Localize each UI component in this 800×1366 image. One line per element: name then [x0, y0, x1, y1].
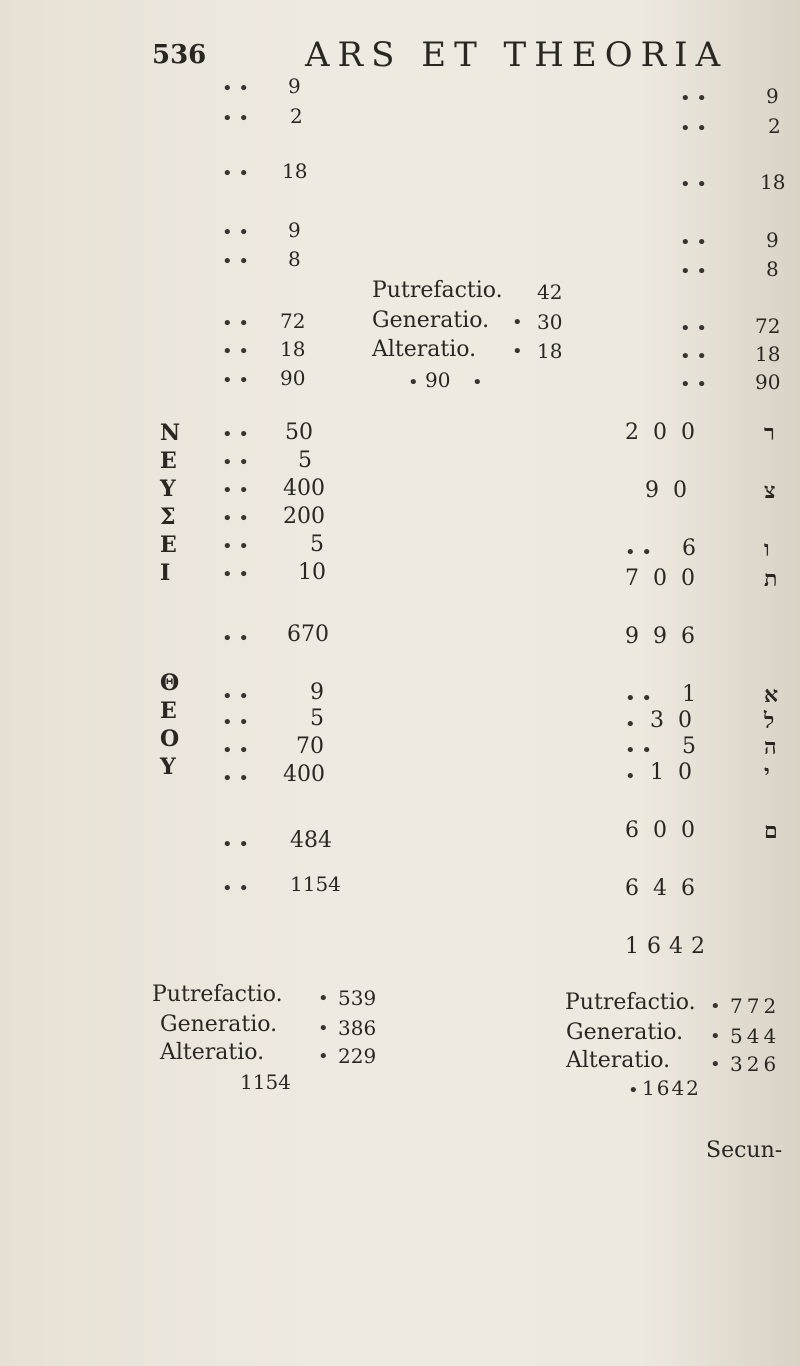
left-top-value: 90 — [280, 366, 306, 390]
dot-leader: • • — [222, 564, 249, 585]
dot-leader: • • — [222, 341, 249, 362]
left-top-value: 9 — [288, 218, 301, 242]
letter-value: 90 — [645, 478, 701, 503]
letter-value: 6 — [682, 536, 696, 561]
greek-letter: O — [160, 726, 180, 752]
dot-leader: • • — [222, 686, 249, 707]
dot-leader: • • — [680, 232, 707, 253]
dot-leader: • • — [222, 424, 249, 445]
middle-value: 42 — [537, 280, 563, 304]
letter-value: 5 — [310, 706, 324, 731]
letter-value: 700 — [625, 566, 709, 591]
letter-value: 30 — [650, 708, 706, 733]
dot-leader: • • — [680, 88, 707, 109]
letter-value: 9 — [310, 680, 324, 705]
right-top-value: 18 — [760, 170, 786, 194]
left-top-value: 9 — [288, 74, 301, 98]
page-number: 536 — [152, 40, 207, 70]
middle-value: 30 — [537, 310, 563, 334]
dot-leader: • • — [222, 370, 249, 391]
greek-letter: Y — [160, 476, 176, 502]
greek-letter: Θ — [160, 670, 180, 696]
dot-leader: • — [318, 988, 329, 1009]
dot-leader: • • — [222, 163, 249, 184]
dot-leader: • • — [625, 740, 652, 761]
dot-leader: • — [408, 372, 419, 393]
dot-leader: • — [628, 1080, 639, 1101]
letter-value: 1 — [682, 682, 696, 707]
bottom-right-value: 544 — [730, 1024, 781, 1048]
dot-leader: • • — [680, 374, 707, 395]
dot-leader: • — [710, 996, 721, 1017]
letter-value: 70 — [296, 734, 324, 759]
bottom-left-label: Alteratio. — [160, 1040, 265, 1065]
right-top-value: 18 — [755, 342, 781, 366]
hebrew-letter: א — [764, 682, 779, 708]
bottom-right-value: 772 — [730, 994, 781, 1018]
middle-label: Alteratio. — [372, 337, 477, 362]
bottom-left-label: Generatio. — [160, 1012, 278, 1037]
dot-leader: • — [710, 1054, 721, 1075]
dot-leader: • • — [222, 508, 249, 529]
letter-value: 5 — [298, 448, 312, 473]
dot-leader: • • — [680, 118, 707, 139]
dot-leader: • • — [222, 768, 249, 789]
dot-leader: • — [318, 1046, 329, 1067]
dot-leader: • — [512, 312, 523, 333]
hebrew-letter: ר — [764, 420, 775, 446]
middle-label: Putrefactio. — [372, 278, 503, 303]
greek-letter: I — [160, 560, 171, 586]
letter-value: 400 — [283, 476, 325, 501]
hebrew-letter: י — [764, 760, 770, 786]
dot-leader: • • — [222, 251, 249, 272]
left-top-value: 2 — [290, 104, 303, 128]
dot-leader: • — [710, 1026, 721, 1047]
dot-leader: • • — [625, 542, 652, 563]
letter-value: 50 — [285, 420, 313, 445]
letter-value: 600 — [625, 818, 709, 843]
letter-value: 400 — [283, 762, 325, 787]
greek-letter: Y — [160, 754, 176, 780]
greek-letter: E — [160, 532, 177, 558]
bottom-right-label: Alteratio. — [566, 1048, 671, 1073]
dot-leader: • • — [222, 222, 249, 243]
dot-leader: • • — [222, 878, 249, 899]
dot-leader: • — [318, 1018, 329, 1039]
word-sum: 670 — [287, 622, 329, 647]
left-top-value: 72 — [280, 309, 306, 333]
left-top-value: 18 — [280, 337, 306, 361]
letter-value: 200 — [625, 420, 709, 445]
hebrew-letter: ת — [764, 566, 778, 592]
word-sum: 484 — [290, 828, 332, 853]
right-top-value: 8 — [766, 257, 779, 281]
letter-value: 5 — [682, 734, 696, 759]
bottom-left-label: Putrefactio. — [152, 982, 283, 1007]
dot-leader: • — [472, 372, 483, 393]
greek-letter: E — [160, 698, 177, 724]
dot-leader: • • — [222, 712, 249, 733]
dot-leader: • • — [680, 346, 707, 367]
dot-leader: • • — [625, 688, 652, 709]
dot-leader: • • — [222, 740, 249, 761]
bottom-right-label: Generatio. — [566, 1020, 684, 1045]
right-top-value: 9 — [766, 228, 779, 252]
letter-value: 10 — [298, 560, 326, 585]
left-top-value: 18 — [282, 159, 308, 183]
bottom-right-value: 326 — [730, 1052, 781, 1076]
dot-leader: • • — [222, 834, 249, 855]
dot-leader: • • — [222, 108, 249, 129]
right-top-value: 2 — [768, 114, 781, 138]
greek-letter: E — [160, 448, 177, 474]
dot-leader: • • — [680, 318, 707, 339]
dot-leader: • • — [680, 174, 707, 195]
greek-letter: N — [160, 420, 181, 446]
bottom-right-label: Putrefactio. — [565, 990, 696, 1015]
middle-label: Generatio. — [372, 308, 490, 333]
dot-leader: • — [512, 341, 523, 362]
middle-value: 18 — [537, 339, 563, 363]
hebrew-letter: ה — [764, 734, 777, 760]
right-top-value: 90 — [755, 370, 781, 394]
bottom-left-value: 386 — [338, 1016, 377, 1040]
letter-value: 5 — [310, 532, 324, 557]
dot-leader: • • — [222, 78, 249, 99]
bottom-left-value: 229 — [338, 1044, 377, 1068]
letter-value: 200 — [283, 504, 325, 529]
greek-letter: Σ — [160, 504, 176, 530]
hebrew-letter: צ — [764, 478, 776, 504]
dot-leader: • • — [222, 452, 249, 473]
dot-leader: • — [625, 714, 636, 735]
bottom-left-value: 539 — [338, 986, 377, 1010]
running-title: ARS ET THEORIA — [305, 35, 729, 75]
hebrew-letter: ם — [764, 818, 778, 844]
hebrew-letter: ל — [764, 708, 775, 734]
right-top-value: 9 — [766, 84, 779, 108]
bottom-left-total: 1154 — [240, 1070, 291, 1094]
bottom-right-total: 1642 — [642, 1076, 701, 1100]
dot-leader: • • — [680, 261, 707, 282]
grand-total: 1154 — [290, 872, 341, 896]
dot-leader: • • — [222, 480, 249, 501]
letter-value: 10 — [650, 760, 706, 785]
left-top-value: 8 — [288, 247, 301, 271]
catchword: Secun- — [706, 1138, 783, 1163]
word-sum: 996 — [625, 624, 709, 649]
middle-total: 90 — [425, 368, 451, 392]
dot-leader: • • — [222, 313, 249, 334]
word-sum: 646 — [625, 876, 709, 901]
right-top-value: 72 — [755, 314, 781, 338]
dot-leader: • • — [222, 536, 249, 557]
dot-leader: • • — [222, 628, 249, 649]
grand-total: 1642 — [625, 934, 713, 959]
dot-leader: • — [625, 766, 636, 787]
hebrew-letter: ו — [764, 536, 770, 562]
